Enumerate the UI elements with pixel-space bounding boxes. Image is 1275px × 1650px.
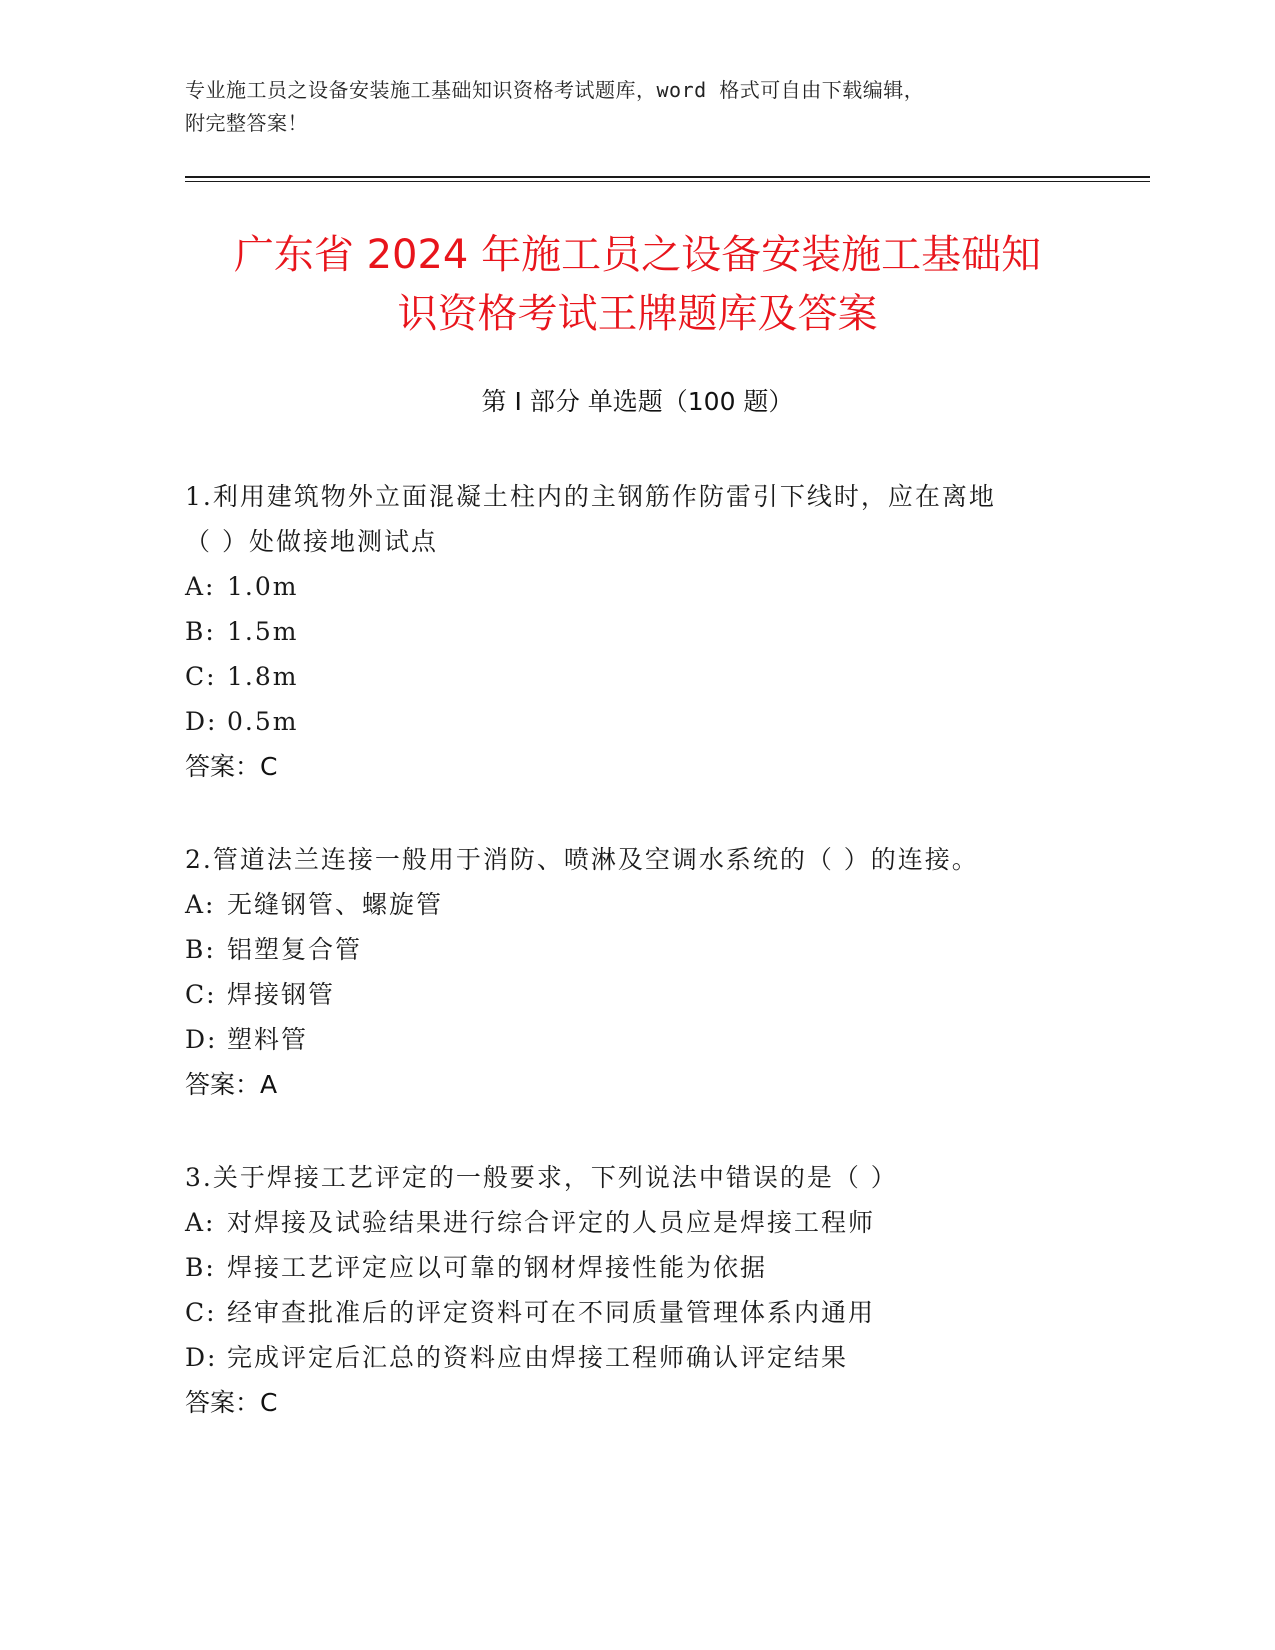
option-text: 对焊接及试验结果进行综合评定的人员应是焊接工程师 [227,1208,876,1237]
option-text: 铝塑复合管 [227,935,363,964]
document-title-line-2: 识资格考试王牌题库及答案 [397,291,878,337]
option-letter: C: [185,662,217,691]
option-c [185,972,1065,1017]
option-text: 0.5m [227,707,299,736]
question-stem-line-2: （ ）处做接地测试点 [185,527,438,556]
option-c [185,654,1065,699]
question-stem [185,1155,1065,1200]
option-letter: C: [185,1298,217,1327]
option-text: 焊接工艺评定应以可靠的钢材焊接性能为依据 [227,1253,768,1282]
option-letter: B: [185,935,216,964]
answer-line: 答案：C [185,1388,278,1417]
header-rule-thin [185,181,1150,182]
header-note-line-1: 专业施工员之设备安装施工基础知识资格考试题库，word 格式可自由下载编辑， [185,78,925,102]
option-d [185,699,1065,744]
header-note-line-2: 附完整答案！ [185,111,308,135]
question-stem-line-1: 3.关于焊接工艺评定的一般要求，下列说法中错误的是（ ） [185,1163,898,1192]
option-letter: B: [185,1253,216,1282]
option-letter: A: [185,890,216,919]
question-1 [185,474,1065,789]
question-2 [185,837,1065,1107]
question-stem [185,837,1065,882]
document-title-line-1: 广东省 2024 年施工员之设备安装施工基础知 [233,232,1042,278]
option-letter: D: [185,1025,218,1054]
option-a [185,1200,1065,1245]
option-text: 无缝钢管、螺旋管 [227,890,444,919]
answer-line: 答案：C [185,752,278,781]
answer-line: 答案：A [185,1070,278,1099]
section-heading: 第 I 部分 单选题（100 题） [481,387,794,416]
option-text: 1.5m [227,617,299,646]
option-letter: C: [185,980,217,1009]
option-b [185,609,1065,654]
question-stem-line-1: 2.管道法兰连接一般用于消防、喷淋及空调水系统的（ ）的连接。 [185,845,979,874]
option-d [185,1017,1065,1062]
option-letter: A: [185,1208,216,1237]
option-text: 塑料管 [227,1025,309,1054]
option-a [185,882,1065,927]
option-letter: D: [185,707,218,736]
option-letter: A: [185,572,216,601]
option-letter: B: [185,617,216,646]
option-b [185,1245,1065,1290]
header-note [185,74,1085,140]
question-stem [185,474,1065,564]
option-b [185,927,1065,972]
option-text: 1.0m [227,572,299,601]
option-a [185,564,1065,609]
option-text: 经审查批准后的评定资料可在不同质量管理体系内通用 [227,1298,876,1327]
question-list [185,474,1065,1473]
option-d [185,1335,1065,1380]
option-c [185,1290,1065,1335]
question-3 [185,1155,1065,1425]
header-rule-thick [185,176,1150,178]
document-title [140,226,1135,344]
question-stem-line-1: 1.利用建筑物外立面混凝土柱内的主钢筋作防雷引下线时，应在离地 [185,482,996,511]
option-letter: D: [185,1343,218,1372]
option-text: 1.8m [227,662,299,691]
option-text: 完成评定后汇总的资料应由焊接工程师确认评定结果 [227,1343,849,1372]
option-text: 焊接钢管 [227,980,336,1009]
